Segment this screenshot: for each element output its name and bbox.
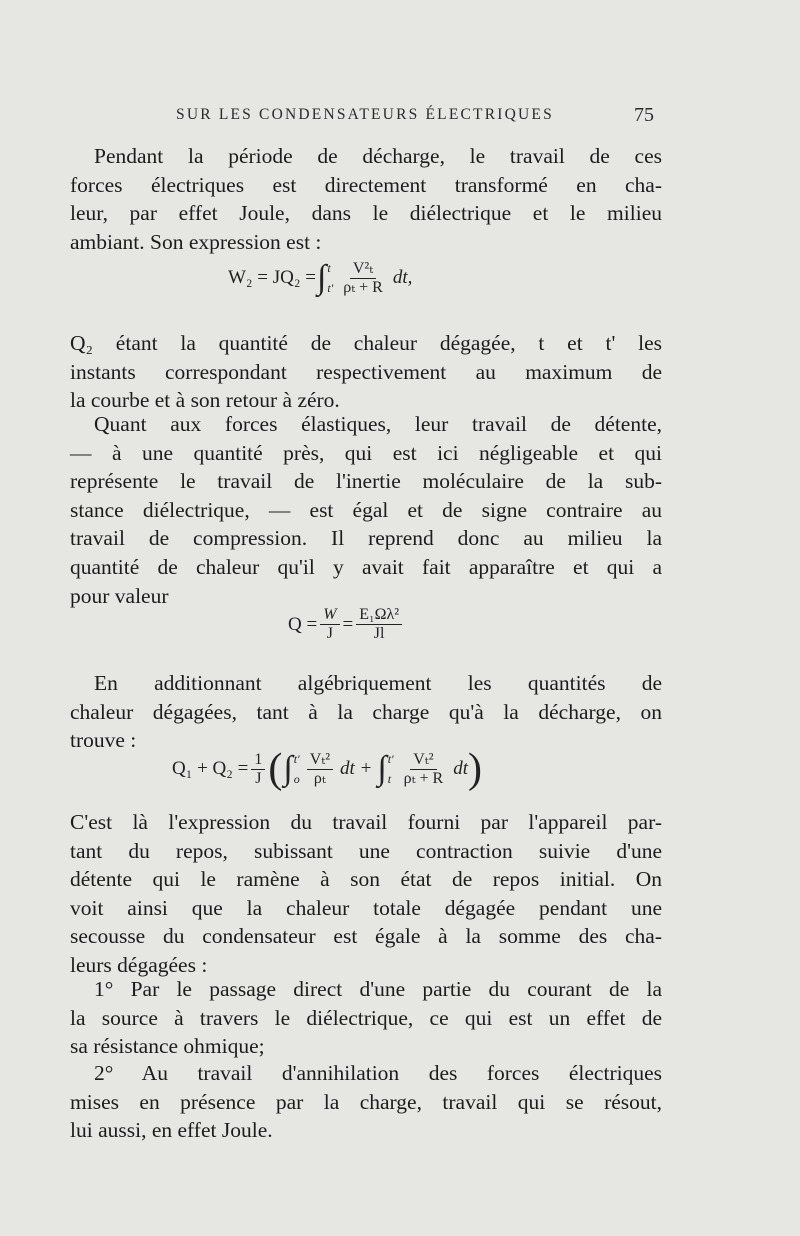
lower-limit: t' (327, 281, 334, 295)
paragraph-2 (70, 329, 662, 415)
lower-limit: t (387, 772, 392, 786)
equation-2 (288, 606, 405, 643)
denominator: Jl (373, 625, 385, 642)
integral-sign: ∫ (377, 750, 387, 787)
numerator: V²ₜ (350, 260, 376, 279)
equation-3 (172, 748, 482, 790)
text-line: 1° Par le passage direct d'une partie du courant de la (94, 977, 662, 1001)
eq3-dt-1: dt + (340, 758, 373, 779)
text-line: En additionnant algébriquement les quantités de (94, 671, 662, 695)
text-line: travail de compression. Il reprend donc au milieu la (70, 526, 662, 551)
right-paren: ) (468, 746, 482, 792)
text-line: Pendant la période de décharge, le travail de ces (94, 144, 662, 168)
paragraph-6 (70, 975, 662, 1061)
eq2-lhs: Q = (288, 613, 318, 635)
text-line: sa résistance ohmique; (70, 1034, 265, 1059)
numerator: Vₜ² (307, 751, 333, 770)
text-line: 2° Au travail d'annihilation des forces électriques (94, 1061, 662, 1085)
text-line: instants correspondant respectivement au maximum de (70, 359, 662, 384)
text-line: ambiant. Son expression est : (70, 229, 322, 254)
paragraph-4 (70, 669, 662, 755)
integral-limits (388, 749, 394, 789)
text-line: secousse du condensateur est égale à la somme des cha- (70, 924, 662, 949)
text-line: Quant aux forces élastiques, leur travail de détente, (94, 412, 662, 436)
eq2-equals: = (342, 613, 354, 635)
equation-1 (228, 258, 412, 298)
paragraph-7 (70, 1059, 662, 1145)
numerator: E₁Ωλ² (356, 606, 402, 625)
denominator: ρₜ + R (343, 278, 383, 296)
text-line: leur, par effet Joule, dans le diélectrique et le milieu (70, 201, 662, 226)
numerator: Vₜ² (410, 751, 436, 770)
integral-sign: ∫ (283, 750, 293, 787)
text-line: leurs dégagées : (70, 952, 208, 977)
eq3-fraction-0 (251, 751, 265, 788)
text-line: la courbe et à son retour à zéro. (70, 388, 340, 413)
text-line: quantité de chaleur qu'il y avait fait apparaître et qui a (70, 554, 662, 579)
upper-limit: t' (293, 752, 300, 766)
eq1-fraction (340, 260, 386, 297)
integral-limits (327, 258, 333, 298)
denominator: ρₜ + R (403, 769, 444, 787)
eq3-dt-2: dt (453, 758, 468, 779)
numerator: W (320, 606, 339, 625)
eq1-tail: dt, (392, 267, 413, 288)
upper-limit: t (327, 261, 331, 275)
eq3-fraction-1 (307, 751, 333, 788)
denominator: J (255, 769, 262, 787)
text-line: tant du repos, subissant une contraction suivie d'une (70, 838, 662, 863)
running-head: SUR LES CONDENSATEURS ÉLECTRIQUES (176, 106, 554, 123)
eq3-lhs: Q₁ + Q₂ = (172, 758, 249, 779)
eq1-lhs: W₂ = JQ₂ = (228, 267, 316, 288)
lower-limit: o (293, 772, 300, 786)
numerator: 1 (251, 751, 265, 770)
text-line: chaleur dégagées, tant à la charge qu'à la décharge, on (70, 699, 662, 724)
eq2-fraction-2 (356, 606, 402, 643)
text-line: trouve : (70, 728, 137, 753)
integral-sign: ∫ (316, 259, 327, 296)
text-line: lui aussi, en effet Joule. (70, 1118, 273, 1143)
text-line: représente le travail de l'inertie moléculaire de la sub- (70, 469, 662, 494)
upper-limit: t' (387, 752, 394, 766)
denominator: ρₜ (313, 769, 326, 787)
text-line: Q₂ étant la quantité de chaleur dégagée, t et t' les (70, 331, 662, 355)
text-line: la source à travers le diélectrique, ce qui est un effet de (70, 1005, 662, 1030)
text-line: C'est là l'expression du travail fourni par l'appareil par- (70, 810, 662, 834)
text-line: — à une quantité près, qui est ici négligeable et qui (70, 440, 662, 465)
left-paren: ( (268, 746, 283, 792)
paragraph-3 (70, 410, 662, 610)
integral-limits (294, 749, 300, 789)
text-line: mises en présence par la charge, travail qui se résout, (70, 1089, 662, 1114)
eq2-fraction-1 (320, 606, 339, 643)
text-line: stance diélectrique, — est égal et de signe contraire au (70, 497, 662, 522)
denominator: J (326, 625, 333, 642)
eq3-fraction-2 (401, 751, 447, 788)
paragraph-1 (70, 142, 662, 256)
text-line: pour valeur (70, 583, 169, 608)
page-number: 75 (634, 104, 654, 126)
paragraph-5 (70, 808, 662, 980)
text-line: détente qui le ramène à son état de repos initial. On (70, 867, 662, 892)
text-line: forces électriques est directement transformé en cha- (70, 172, 662, 197)
text-line: voit ainsi que la chaleur totale dégagée pendant une (70, 895, 662, 920)
